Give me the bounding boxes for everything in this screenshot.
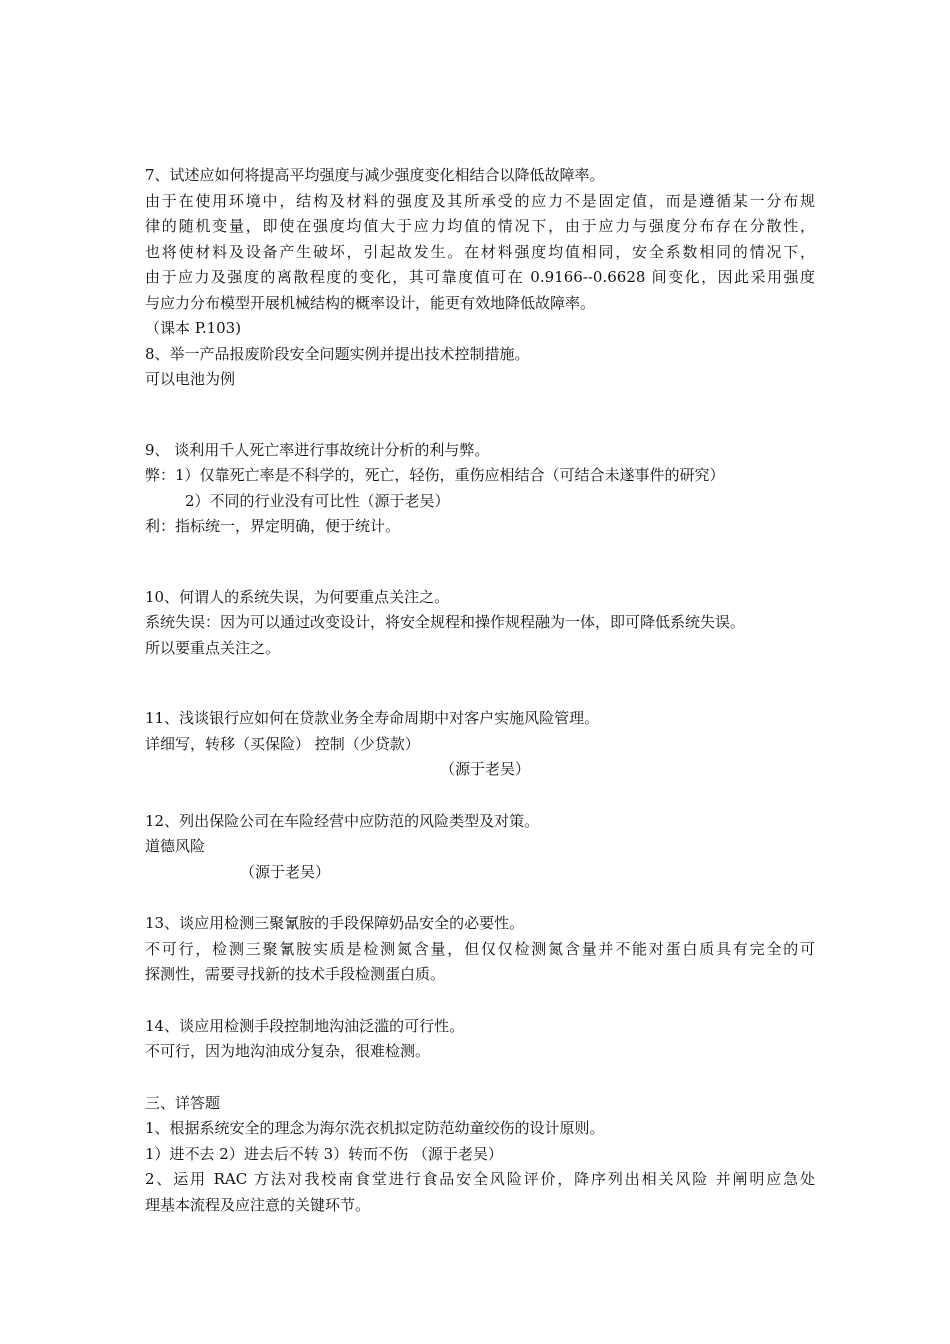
q7-answer-line-4: 由于应力及强度的离散程度的变化，其可靠度值可在 0.9166--0.6628 间变化，因此采用强度 [145, 268, 815, 286]
document-page [145, 163, 815, 1218]
q12-source: （源于老吴） [240, 862, 331, 881]
q9-con-2: 2）不同的行业没有可比性（源于老吴） [185, 491, 450, 510]
spacer [145, 540, 815, 585]
s3-q2-title-line-2: 理基本流程及应注意的关键环节。 [145, 1195, 371, 1214]
q10-answer-line-1: 系统失误：因为可以通过改变设计，将安全规程和操作规程融为一体，即可降低系统失误。 [145, 613, 746, 631]
section-3-heading: 三、详答题 [145, 1093, 221, 1112]
q9-con-1: 弊：1）仅靠死亡率是不科学的，死亡，轻伤，重伤应相结合（可结合未遂事件的研究） [145, 466, 725, 484]
q12-title: 12、列出保险公司在车险经营中应防范的风险类型及对策。 [145, 811, 540, 830]
q8-title: 8、举一产品报废阶段安全问题实例并提出技术控制措施。 [145, 344, 530, 363]
q14-title: 14、谈应用检测手段控制地沟油泛滥的可行性。 [145, 1016, 465, 1035]
q11-title: 11、浅谈银行应如何在贷款业务全寿命周期中对客户实施风险管理。 [145, 709, 600, 727]
q11-answer: 详细写，转移（买保险） 控制（少贷款） [145, 734, 420, 753]
q7-answer-line-2: 律的随机变量，即使在强度均值大于应力均值的情况下，由于应力与强度分布存在分散性， [145, 217, 815, 235]
s3-q1-answer: 1）进不去 2）进去后不转 3）转而不伤 （源于老吴） [145, 1144, 503, 1163]
q7-answer-line-5: 与应力分布模型开展机械结构的概率设计，能更有效地降低故障率。 [145, 293, 596, 312]
q7-reference: （课本 P.103) [145, 319, 242, 337]
q12-answer: 道德风险 [145, 837, 206, 855]
spacer [145, 885, 815, 911]
q10-answer-line-2: 所以要重点关注之。 [145, 638, 281, 657]
q9-title: 9、 谈利用千人死亡率进行事故统计分析的利与弊。 [145, 440, 490, 459]
q13-answer-line-2: 探测性，需要寻找新的技术手段检测蛋白质。 [145, 965, 446, 983]
q9-pro: 利：指标统一，界定明确，便于统计。 [145, 517, 401, 535]
q8-answer: 可以电池为例 [145, 370, 236, 388]
q7-title: 7、试述应如何将提高平均强度与减少强度变化相结合以降低故障率。 [145, 166, 605, 184]
spacer [145, 393, 815, 438]
spacer [145, 988, 815, 1014]
q13-title: 13、谈应用检测三聚氰胺的手段保障奶品安全的必要性。 [145, 914, 525, 932]
q14-answer: 不可行，因为地沟油成分复杂，很难检测。 [145, 1042, 431, 1060]
q11-source: （源于老吴） [440, 760, 531, 778]
spacer [145, 1065, 815, 1091]
spacer [145, 783, 815, 809]
q7-answer-line-3: 也将使材料及设备产生破坏，引起故发生。在材料强度均值相同，安全系数相同的情况下， [145, 242, 815, 261]
q7-answer-line-1: 由于在使用环境中，结构及材料的强度及其所承受的应力不是固定值，而是遵循某一分布规 [145, 191, 815, 210]
q10-title: 10、何谓人的系统失误，为何要重点关注之。 [145, 587, 450, 606]
q13-answer-line-1: 不可行，检测三聚氰胺实质是检测氮含量，但仅仅检测氮含量并不能对蛋白质具有完全的可 [145, 939, 815, 958]
s3-q1-title: 1、根据系统安全的理念为海尔洗衣机拟定防范幼童绞伤的设计原则。 [145, 1119, 605, 1137]
s3-q2-title-line-1: 2、运用 RAC 方法对我校南食堂进行食品安全风险评价，降序列出相关风险 并阐明应急处 [145, 1170, 815, 1188]
spacer [145, 661, 815, 706]
